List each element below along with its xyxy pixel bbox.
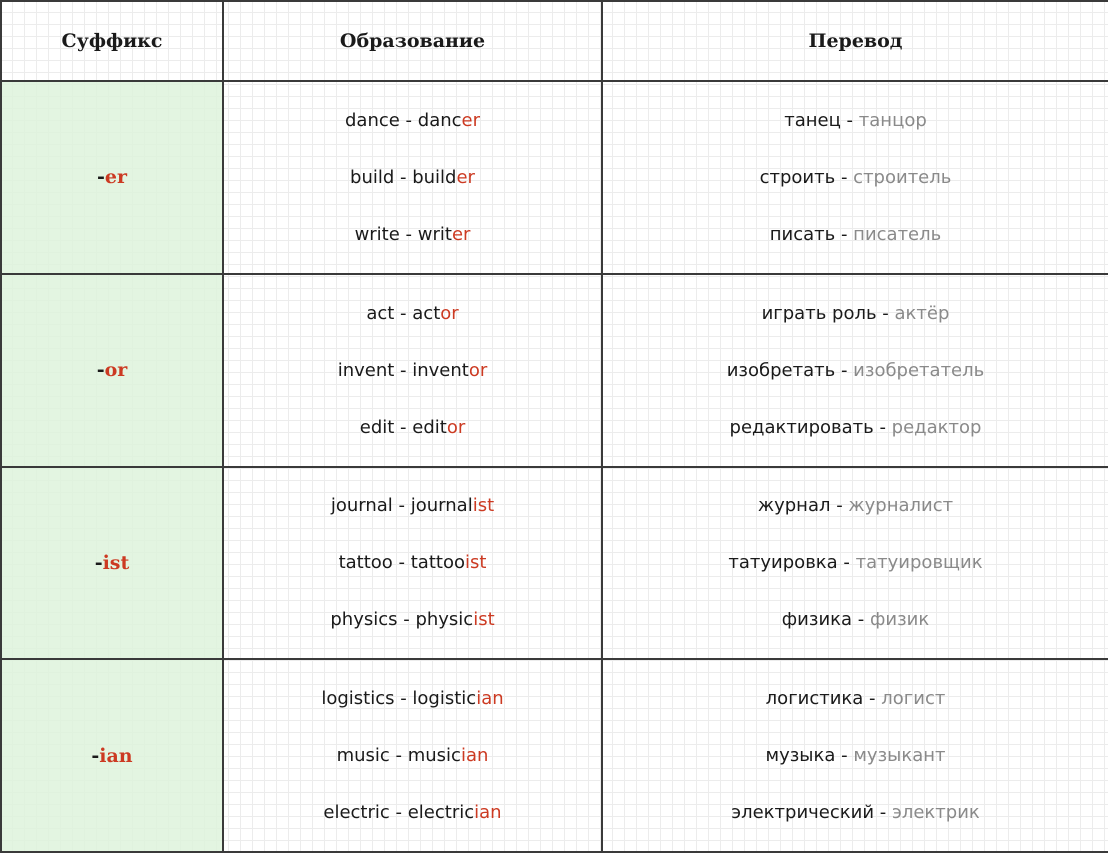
verb-translation: танец - (784, 109, 859, 131)
suffix-text: ian (99, 744, 133, 767)
translation-cell (602, 274, 1108, 467)
word-suffix: or (446, 416, 466, 438)
noun-translation: изобретатель (853, 359, 985, 381)
noun-translation: логист (881, 688, 946, 710)
translation-line (603, 285, 1108, 342)
table-row (1, 467, 1108, 660)
word-stem: build (412, 166, 457, 188)
word-suffix: ist (472, 495, 495, 517)
translation-line (603, 670, 1108, 727)
noun-translation: татуировщик (855, 552, 983, 574)
word-stem: invent (412, 359, 469, 381)
translation-line (603, 92, 1108, 149)
formation-line (224, 727, 601, 784)
noun-translation: редактор (891, 416, 982, 438)
translation-line (603, 399, 1108, 456)
table-row (1, 81, 1108, 274)
header-row (1, 1, 1108, 81)
word-suffix: er (451, 223, 471, 245)
base-word: build - (350, 166, 413, 188)
verb-translation: логистика - (765, 688, 882, 710)
verb-translation: играть роль - (761, 302, 895, 324)
base-word: journal - (330, 495, 411, 517)
word-stem: physic (415, 609, 474, 631)
noun-translation: журналист (848, 495, 954, 517)
formation-cell (223, 274, 602, 467)
word-stem: act (412, 302, 441, 324)
translation-cell (602, 659, 1108, 852)
verb-translation: музыка - (765, 745, 854, 767)
suffix-cell (1, 81, 223, 274)
noun-translation: строитель (853, 166, 952, 188)
verb-translation: электрический - (731, 802, 892, 824)
verb-translation: физика - (781, 609, 870, 631)
word-stem: logistic (412, 688, 477, 710)
formation-cell (223, 659, 602, 852)
word-stem: music (407, 745, 461, 767)
translation-line (603, 534, 1108, 591)
translation-line (603, 591, 1108, 648)
formation-line (224, 342, 601, 399)
base-word: logistics - (321, 688, 413, 710)
translation-cell (602, 81, 1108, 274)
verb-translation: строить - (759, 166, 854, 188)
header-suffix: Суффикс (1, 1, 223, 81)
suffix-text: or (104, 359, 128, 382)
base-word: invent - (337, 359, 413, 381)
formation-line (224, 285, 601, 342)
base-word: act - (366, 302, 413, 324)
noun-translation: физик (869, 609, 930, 631)
formation-line (224, 206, 601, 263)
word-suffix: ist (473, 609, 495, 631)
suffix-text: ist (102, 551, 130, 574)
formation-line (224, 92, 601, 149)
base-word: physics - (330, 609, 416, 631)
translation-cell (602, 467, 1108, 660)
suffix-cell (1, 659, 223, 852)
word-suffix: ian (476, 688, 504, 710)
formation-line (224, 591, 601, 648)
word-stem: danc (417, 109, 462, 131)
translation-line (603, 784, 1108, 841)
header-translation: Перевод (602, 1, 1108, 81)
word-stem: tattoo (410, 552, 465, 574)
table-row (1, 274, 1108, 467)
word-suffix: ist (464, 552, 487, 574)
verb-translation: писать - (769, 223, 854, 245)
formation-line (224, 149, 601, 206)
verb-translation: изобретать - (726, 359, 854, 381)
verb-translation: редактировать - (729, 416, 892, 438)
word-suffix: er (461, 109, 481, 131)
noun-translation: писатель (853, 223, 942, 245)
base-word: dance - (344, 109, 418, 131)
word-stem: electric (407, 802, 475, 824)
word-suffix: or (440, 302, 459, 324)
noun-translation: электрик (891, 802, 980, 824)
suffix-dash: - (97, 166, 105, 189)
word-suffix: er (456, 166, 475, 188)
formation-line (224, 477, 601, 534)
verb-translation: журнал - (757, 495, 849, 517)
translation-line (603, 727, 1108, 784)
noun-translation: актёр (894, 302, 950, 324)
formation-line (224, 534, 601, 591)
translation-line (603, 477, 1108, 534)
verb-translation: татуировка - (728, 552, 856, 574)
formation-cell (223, 81, 602, 274)
word-stem: journal (410, 495, 473, 517)
formation-line (224, 399, 601, 456)
suffix-dash: - (94, 551, 103, 574)
noun-translation: танцор (858, 109, 927, 131)
base-word: music - (336, 745, 408, 767)
formation-line (224, 670, 601, 727)
formation-line (224, 784, 601, 841)
noun-translation: музыкант (853, 745, 946, 767)
header-formation: Образование (223, 1, 602, 81)
suffix-cell (1, 467, 223, 660)
word-stem: edit (412, 416, 447, 438)
table-row (1, 659, 1108, 852)
word-suffix: ian (460, 745, 489, 767)
base-word: write - (354, 223, 418, 245)
word-stem: writ (417, 223, 452, 245)
suffix-cell (1, 274, 223, 467)
suffix-text: er (104, 166, 127, 189)
suffix-dash: - (91, 744, 100, 767)
translation-line (603, 206, 1108, 263)
translation-line (603, 149, 1108, 206)
word-suffix: ian (474, 802, 502, 824)
word-suffix: or (468, 359, 488, 381)
base-word: tattoo - (338, 552, 411, 574)
base-word: electric - (323, 802, 408, 824)
suffix-dash: - (96, 359, 105, 382)
base-word: edit - (359, 416, 413, 438)
translation-line (603, 342, 1108, 399)
formation-cell (223, 467, 602, 660)
